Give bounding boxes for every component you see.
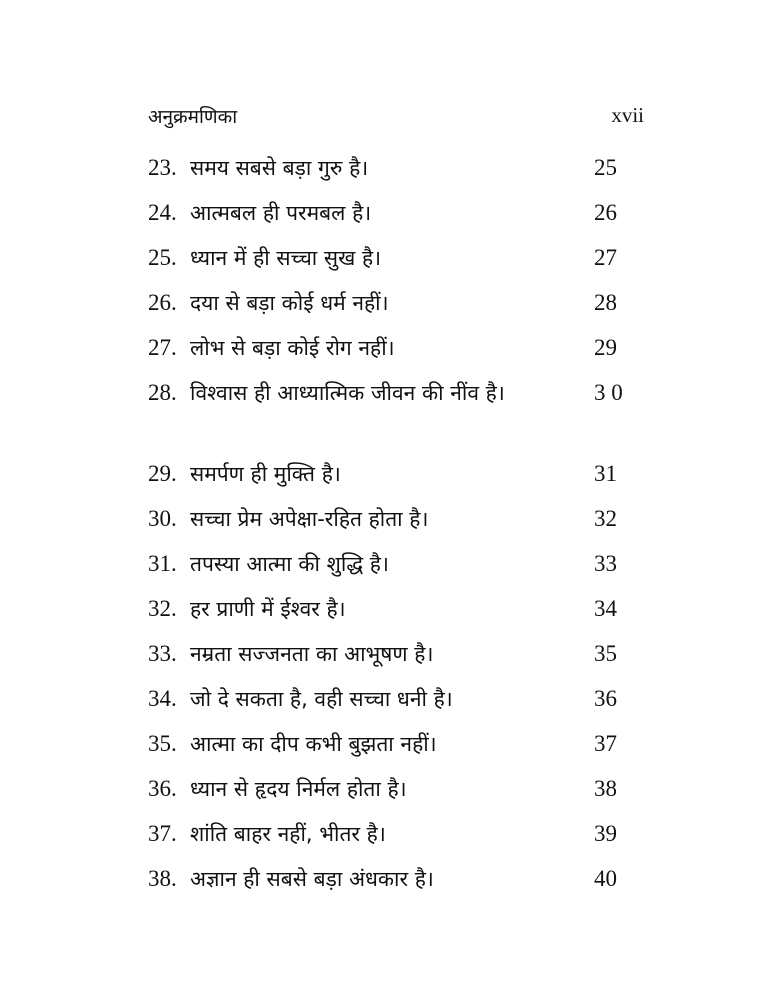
entry-page: 36 (594, 686, 617, 711)
toc-entry (148, 285, 648, 330)
entry-page: 25 (594, 155, 617, 180)
page-number: xvii (611, 103, 644, 127)
entry-number: 27. (148, 335, 177, 360)
toc-entry (148, 546, 648, 591)
entry-number: 30. (148, 506, 177, 531)
entry-title: आत्मबल ही परमबल है। (190, 201, 372, 225)
entry-title: आत्मा का दीप कभी बुझता नहीं। (190, 732, 437, 756)
table-of-contents (148, 150, 648, 906)
entry-title: लोभ से बड़ा कोई रोग नहीं। (190, 336, 395, 360)
toc-entry (148, 501, 648, 546)
toc-entry (148, 150, 648, 195)
entry-page: 35 (594, 641, 617, 666)
entry-number: 35. (148, 731, 177, 756)
entry-number: 31. (148, 551, 177, 576)
entry-title: तपस्या आत्मा की शुद्धि है। (190, 552, 389, 576)
toc-entry (148, 330, 648, 375)
entry-number: 34. (148, 686, 177, 711)
entry-page: 32 (594, 506, 617, 531)
entry-page: 39 (594, 821, 617, 846)
entry-title: अज्ञान ही सबसे बड़ा अंधकार है। (190, 867, 434, 891)
toc-entry (148, 375, 648, 456)
entry-number: 33. (148, 641, 177, 666)
entry-page: 28 (594, 290, 617, 315)
entry-page: 34 (594, 596, 617, 621)
entry-title: समर्पण ही मुक्ति है। (190, 462, 341, 486)
entry-number: 28. (148, 380, 177, 405)
toc-entry (148, 195, 648, 240)
entry-page: 26 (594, 200, 617, 225)
toc-entry (148, 726, 648, 771)
entry-number: 23. (148, 155, 177, 180)
toc-entry (148, 591, 648, 636)
entry-page: 33 (594, 551, 617, 576)
entry-page: 27 (594, 245, 617, 270)
toc-entry (148, 456, 648, 501)
entry-page: 29 (594, 335, 617, 360)
running-title: अनुक्रमणिका (148, 106, 238, 128)
toc-entry (148, 771, 648, 816)
entry-title: शांति बाहर नहीं, भीतर है। (190, 822, 386, 846)
entry-number: 38. (148, 866, 177, 891)
entry-number: 24. (148, 200, 177, 225)
toc-entry (148, 861, 648, 906)
entry-page: 31 (594, 461, 617, 486)
entry-number: 37. (148, 821, 177, 846)
entry-number: 29. (148, 461, 177, 486)
entry-title: नम्रता सज्जनता का आभूषण है। (190, 642, 434, 666)
entry-page: 37 (594, 731, 617, 756)
page-header (148, 103, 644, 131)
entry-title: सच्चा प्रेम अपेक्षा-रहित होता है। (190, 507, 429, 531)
entry-title: ध्यान से हृदय निर्मल होता है। (190, 777, 407, 801)
entry-page: 38 (594, 776, 617, 801)
entry-title: हर प्राणी में ईश्वर है। (190, 597, 346, 621)
toc-entry (148, 816, 648, 861)
entry-number: 32. (148, 596, 177, 621)
entry-number: 26. (148, 290, 177, 315)
entry-title: ध्यान में ही सच्चा सुख है। (190, 246, 382, 270)
entry-number: 25. (148, 245, 177, 270)
entry-title: दया से बड़ा कोई धर्म नहीं। (190, 291, 389, 315)
toc-entry (148, 240, 648, 285)
toc-entry (148, 681, 648, 726)
entry-title: विश्वास ही आध्यात्मिक जीवन की नींव है। (190, 381, 505, 405)
entry-page: 40 (594, 866, 617, 891)
entry-page: 3 0 (594, 380, 623, 405)
toc-entry (148, 636, 648, 681)
entry-title: जो दे सकता है, वही सच्चा धनी है। (190, 687, 453, 711)
entry-number: 36. (148, 776, 177, 801)
entry-title: समय सबसे बड़ा गुरु है। (190, 156, 369, 180)
